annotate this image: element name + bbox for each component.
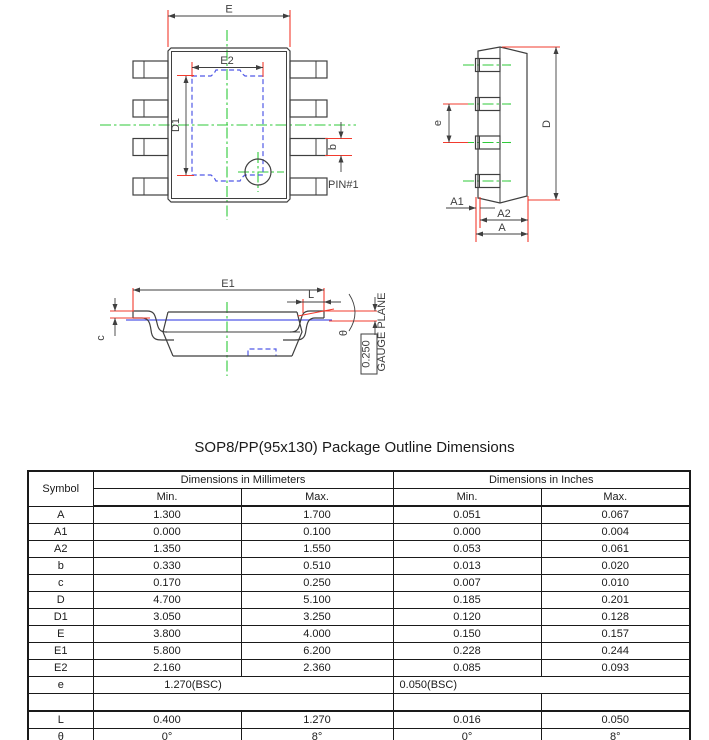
extension-lines bbox=[110, 288, 377, 321]
cell-inch-max: 8° bbox=[541, 729, 690, 740]
dim-label-A: A bbox=[498, 222, 506, 234]
cell-symbol: b bbox=[28, 558, 93, 575]
table-row bbox=[28, 660, 690, 677]
cell-mm-max: 8° bbox=[241, 729, 393, 740]
cell-inch-min: 0.185 bbox=[393, 592, 541, 609]
extension-lines bbox=[168, 10, 352, 176]
cell-mm-min: 0.400 bbox=[93, 711, 241, 729]
cell-mm-min: 3.800 bbox=[93, 626, 241, 643]
table-row bbox=[28, 626, 690, 643]
table-header-row bbox=[28, 471, 690, 489]
table-row bbox=[28, 575, 690, 592]
table-subheader-row bbox=[28, 489, 690, 507]
cell-inch-max: 0.010 bbox=[541, 575, 690, 592]
cell-mm-max: 0.100 bbox=[241, 524, 393, 541]
cell-symbol: D bbox=[28, 592, 93, 609]
cell-inch-max: 0.061 bbox=[541, 541, 690, 558]
side-view bbox=[432, 47, 560, 242]
col-inch-max-header: Max. bbox=[541, 489, 690, 507]
centerline bbox=[463, 65, 511, 181]
table-row bbox=[28, 643, 690, 660]
cell-symbol: D1 bbox=[28, 609, 93, 626]
cell-inch-min bbox=[393, 694, 541, 712]
dim-label-D1: D1 bbox=[170, 117, 182, 133]
cell-symbol: E bbox=[28, 626, 93, 643]
leads bbox=[476, 59, 501, 188]
cell-mm-min: 3.050 bbox=[93, 609, 241, 626]
col-inch-min-header: Min. bbox=[393, 489, 541, 507]
col-mm-min-header: Min. bbox=[93, 489, 241, 507]
col-mm-group-header: Dimensions in Millimeters bbox=[93, 471, 393, 489]
cell-inch-min: 0.150 bbox=[393, 626, 541, 643]
table-row bbox=[28, 506, 690, 524]
dim-label-L: L bbox=[307, 289, 315, 301]
cell-mm-min: 1.350 bbox=[93, 541, 241, 558]
dim-label-A1: A1 bbox=[450, 196, 464, 208]
cell-inch-min: 0.120 bbox=[393, 609, 541, 626]
cell-mm-min: 2.160 bbox=[93, 660, 241, 677]
cell-mm-max: 1.700 bbox=[241, 506, 393, 524]
gauge-value-label: 0.250 bbox=[360, 340, 373, 368]
dim-label-theta: θ bbox=[338, 329, 350, 337]
cell-symbol: E1 bbox=[28, 643, 93, 660]
cell-mm-max: 5.100 bbox=[241, 592, 393, 609]
cell-symbol: e bbox=[28, 677, 93, 694]
cell-mm-max: 3.250 bbox=[241, 609, 393, 626]
exposed-pad-notch bbox=[248, 349, 276, 356]
cell-inch-max: 0.093 bbox=[541, 660, 690, 677]
cell-inch-bsc: 0.050(BSC) bbox=[393, 677, 690, 694]
dim-label-E2: E2 bbox=[220, 55, 234, 67]
cell-inch-max: 0.244 bbox=[541, 643, 690, 660]
cell-inch-max: 0.004 bbox=[541, 524, 690, 541]
cell-symbol: E2 bbox=[28, 660, 93, 677]
table-row-bsc bbox=[28, 677, 690, 694]
cell-symbol: c bbox=[28, 575, 93, 592]
cell-mm-min: 0.000 bbox=[93, 524, 241, 541]
cell-inch-min: 0.228 bbox=[393, 643, 541, 660]
leads bbox=[133, 311, 324, 340]
cell-inch-min: 0.016 bbox=[393, 711, 541, 729]
top-view bbox=[100, 4, 359, 221]
body-outline bbox=[478, 47, 527, 203]
col-inch-group-header: Dimensions in Inches bbox=[393, 471, 690, 489]
cell-mm-min: 0.330 bbox=[93, 558, 241, 575]
cell-inch-min: 0.053 bbox=[393, 541, 541, 558]
leads bbox=[133, 61, 327, 195]
cell-inch-max: 0.201 bbox=[541, 592, 690, 609]
cell-mm-bsc: 1.270(BSC) bbox=[93, 677, 393, 694]
table-row-empty bbox=[28, 694, 690, 712]
table-row bbox=[28, 524, 690, 541]
cell-inch-max: 0.067 bbox=[541, 506, 690, 524]
dimensions-table bbox=[27, 470, 691, 740]
cell-mm-empty bbox=[93, 694, 393, 712]
cell-inch-max: 0.020 bbox=[541, 558, 690, 575]
pin1-label: PIN#1 bbox=[328, 179, 359, 191]
cell-inch-max bbox=[541, 694, 690, 712]
cell-mm-max: 4.000 bbox=[241, 626, 393, 643]
cell-mm-max: 0.510 bbox=[241, 558, 393, 575]
cell-symbol: A1 bbox=[28, 524, 93, 541]
table-row bbox=[28, 541, 690, 558]
col-mm-max-header: Max. bbox=[241, 489, 393, 507]
cell-symbol: L bbox=[28, 711, 93, 729]
cell-mm-max: 1.270 bbox=[241, 711, 393, 729]
cell-mm-min: 5.800 bbox=[93, 643, 241, 660]
gauge-plane-label: GAUGE PLANE bbox=[376, 292, 388, 372]
table-row bbox=[28, 711, 690, 729]
table-row bbox=[28, 592, 690, 609]
cell-inch-min: 0.007 bbox=[393, 575, 541, 592]
cell-mm-min: 0° bbox=[93, 729, 241, 740]
cell-mm-max: 6.200 bbox=[241, 643, 393, 660]
cell-mm-max: 2.360 bbox=[241, 660, 393, 677]
dim-label-c: c bbox=[95, 335, 107, 341]
table-row bbox=[28, 729, 690, 740]
dimension-lines bbox=[168, 16, 341, 175]
dim-label-A2: A2 bbox=[497, 208, 511, 220]
dim-label-E1: E1 bbox=[221, 278, 235, 290]
dim-label-D: D bbox=[541, 120, 553, 128]
dim-label-e: e bbox=[432, 119, 444, 127]
front-view bbox=[95, 278, 388, 376]
cell-inch-max: 0.128 bbox=[541, 609, 690, 626]
cell-symbol: A bbox=[28, 506, 93, 524]
dim-label-E: E bbox=[225, 3, 233, 16]
cell-inch-max: 0.050 bbox=[541, 711, 690, 729]
cell-mm-max: 0.250 bbox=[241, 575, 393, 592]
cell-inch-min: 0.051 bbox=[393, 506, 541, 524]
cell-symbol bbox=[28, 694, 93, 712]
dim-label-b: b bbox=[327, 143, 339, 151]
cell-symbol: θ bbox=[28, 729, 93, 740]
cell-mm-max: 1.550 bbox=[241, 541, 393, 558]
body-outline bbox=[163, 312, 302, 356]
page-title: SOP8/PP(95x130) Package Outline Dimensions bbox=[194, 439, 515, 456]
cell-symbol: A2 bbox=[28, 541, 93, 558]
table-row bbox=[28, 558, 690, 575]
dimension-lines bbox=[115, 290, 375, 336]
col-symbol-header: Symbol bbox=[28, 471, 93, 506]
cell-inch-min: 0° bbox=[393, 729, 541, 740]
cell-inch-min: 0.085 bbox=[393, 660, 541, 677]
cell-mm-min: 4.700 bbox=[93, 592, 241, 609]
cell-mm-min: 1.300 bbox=[93, 506, 241, 524]
table-row bbox=[28, 609, 690, 626]
cell-inch-max: 0.157 bbox=[541, 626, 690, 643]
cell-mm-min: 0.170 bbox=[93, 575, 241, 592]
cell-inch-min: 0.000 bbox=[393, 524, 541, 541]
cell-inch-min: 0.013 bbox=[393, 558, 541, 575]
